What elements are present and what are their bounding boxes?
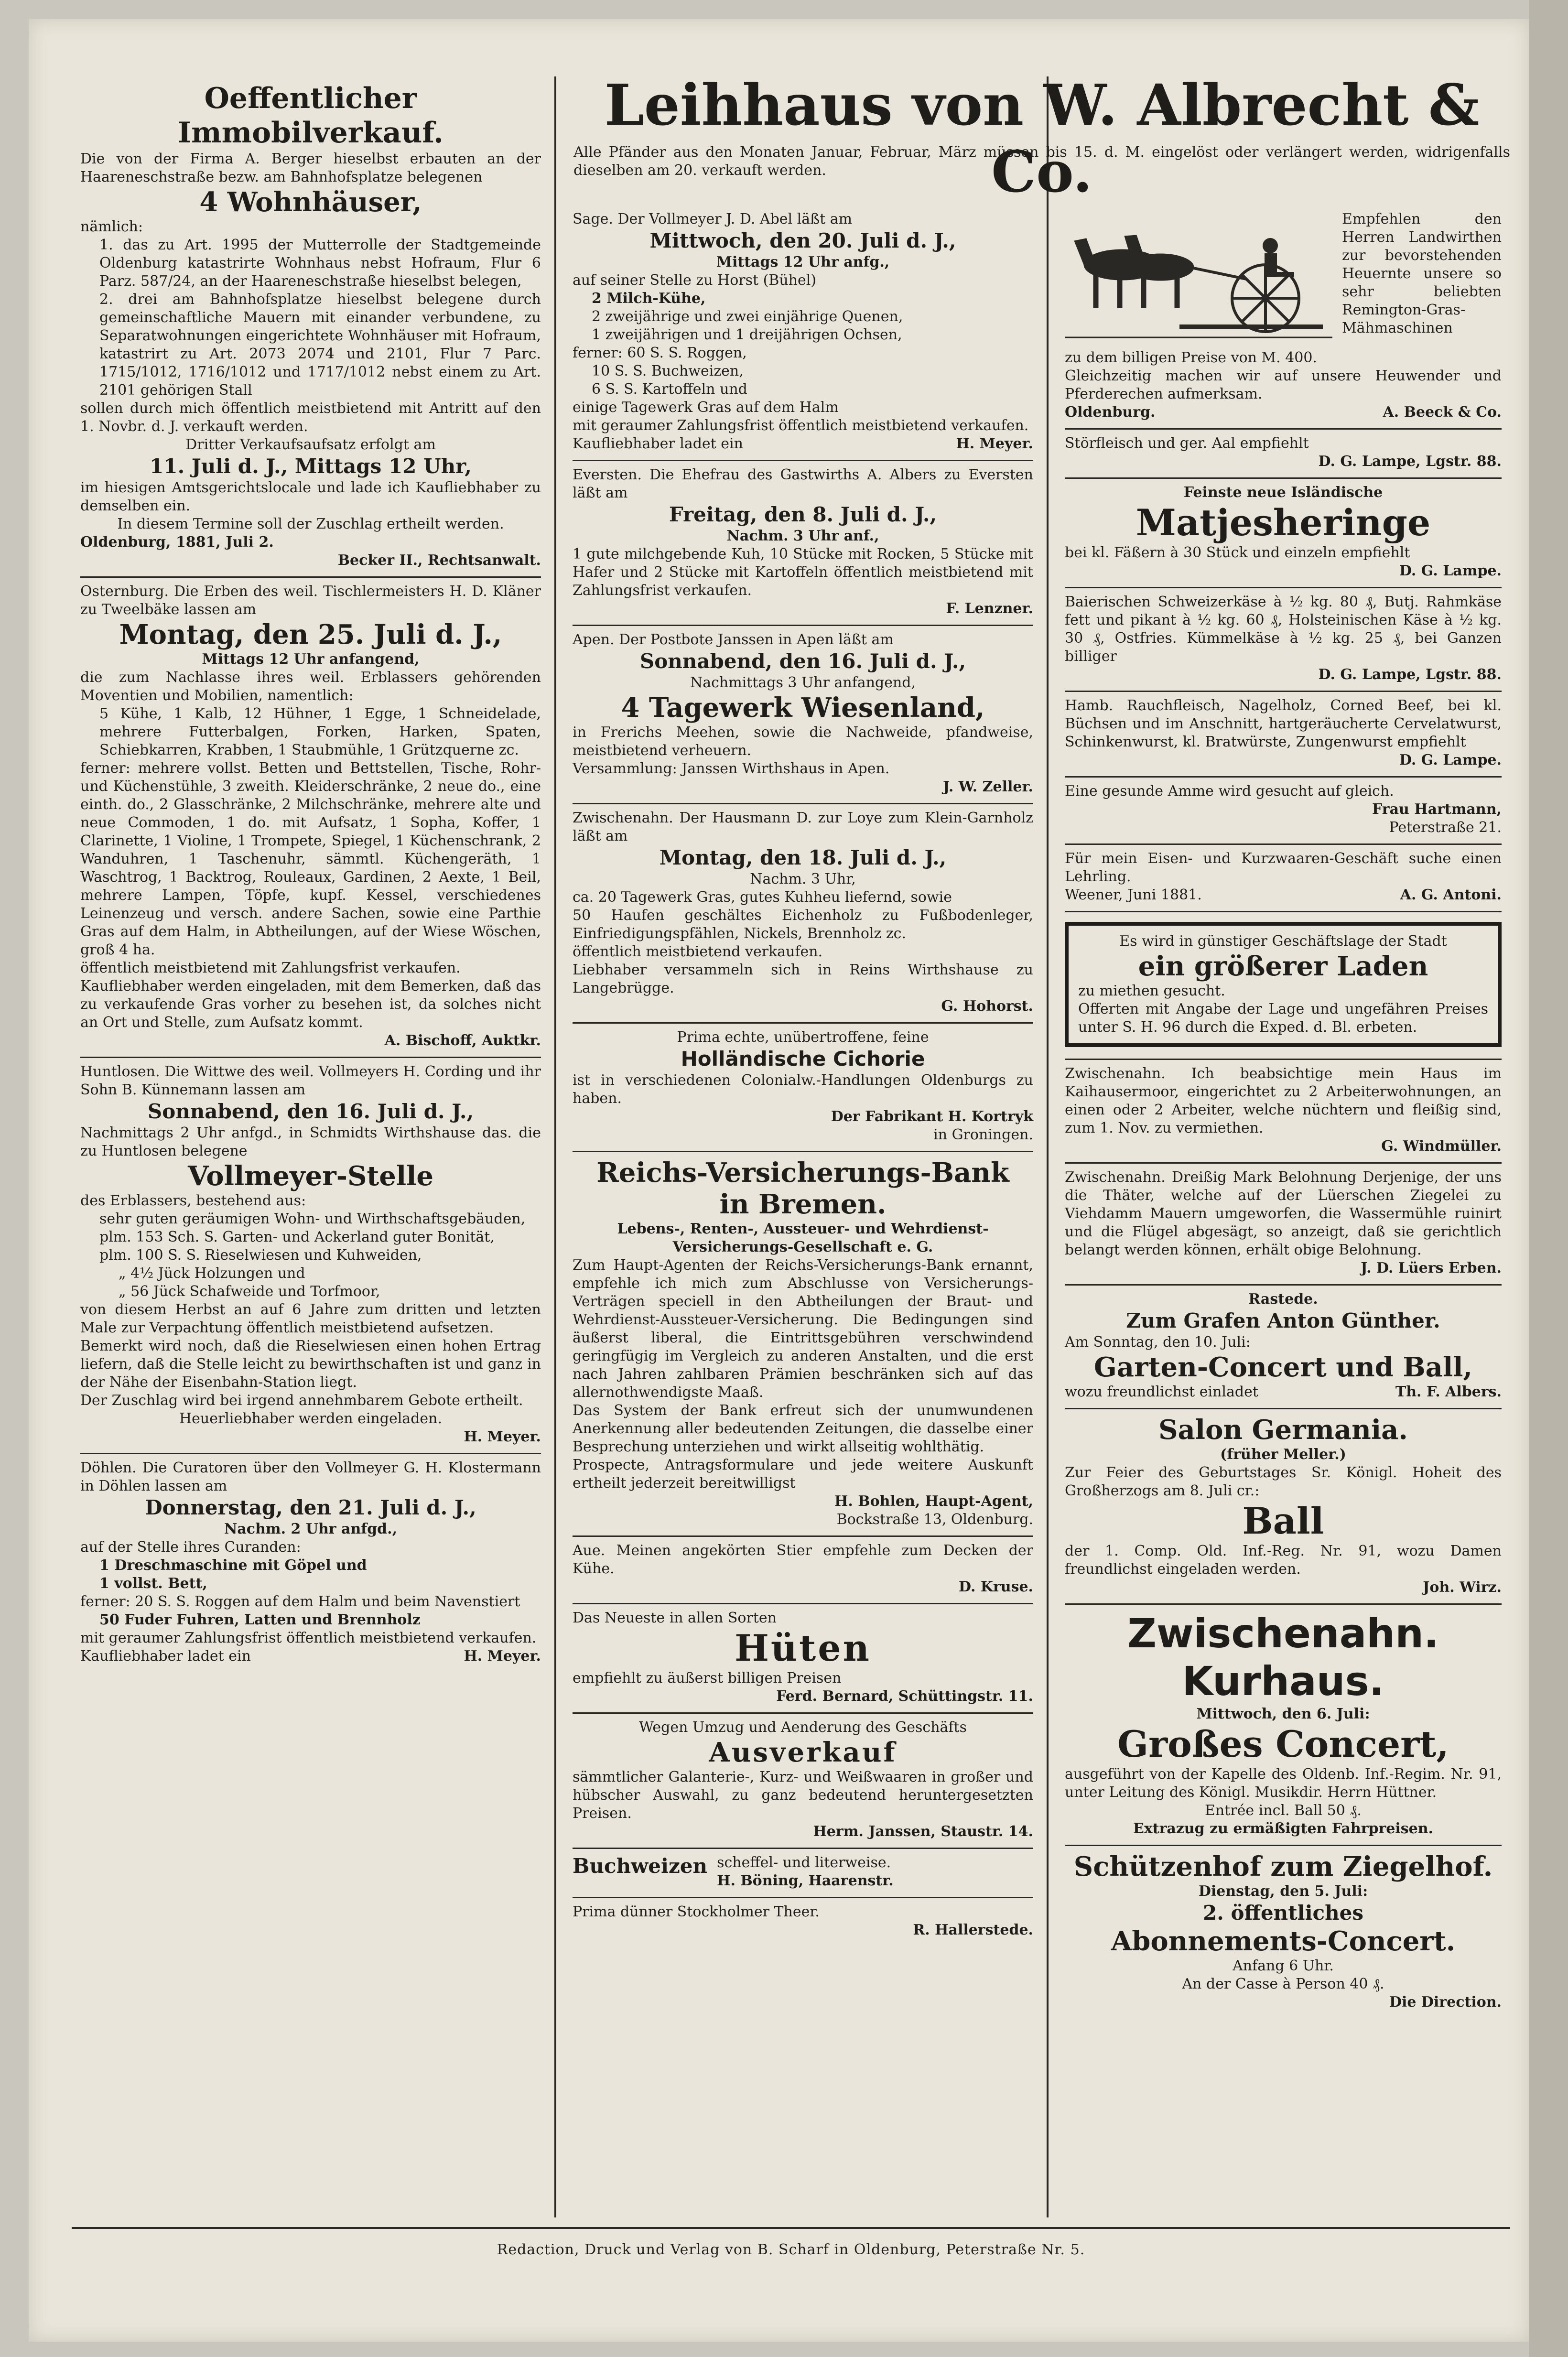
- ad-text: Für mein Eisen- und Kurzwaaren-Geschäft suche einen Lehrling.: [1065, 850, 1502, 885]
- ad-date: Mittwoch, den 20. Juli d. J.,: [649, 229, 956, 252]
- ad-text: Dritter Verkaufsaufsatz erfolgt am: [185, 436, 436, 453]
- ad-lead: Osternburg. Die Erben des weil. Tischlermeisters H. D. Kläner zu Tweelbäke lassen am: [80, 583, 541, 618]
- ad-signature: H. Meyer.: [464, 1428, 541, 1445]
- ad-date: Sonnabend, den 16. Juli d. J.,: [639, 649, 966, 673]
- ad-headline: Salon Germania.: [1158, 1414, 1408, 1446]
- ad-apen: [573, 626, 1033, 804]
- ad-kaese: [1065, 588, 1502, 692]
- horse-mower-icon: [1065, 212, 1332, 346]
- ad-signature: A. Bischoff, Auktkr.: [384, 1032, 541, 1049]
- ad-text: empfiehlt zu äußerst billigen Preisen: [573, 1670, 842, 1687]
- ad-signature-row: [1065, 886, 1502, 904]
- column-3: [1056, 205, 1510, 2018]
- ad-subtitle: Lebens-, Renten-, Aussteuer- und Wehrdienst-Versicherungs-Gesellschaft e. G.: [617, 1221, 989, 1255]
- ad-date: Sonnabend, den 16. Juli d. J.,: [147, 1100, 474, 1123]
- ad-huntlosen: [80, 1058, 541, 1454]
- ad-text: Mittwoch, den 6. Juli:: [1196, 1706, 1370, 1722]
- ad-text: Kaufliebhaber werden eingeladen, mit dem Bemerken, daß das zu verkaufende Gras vorher zu besehen ist, da solches nicht an Ort und Stelle, zum Aufsatz kommt.: [80, 978, 541, 1031]
- ad-cichorie: [573, 1024, 1033, 1152]
- column-1: [72, 76, 550, 1672]
- ad-text: Wegen Umzug und Aenderung des Geschäfts: [639, 1719, 967, 1736]
- ad-list-item: 1. das zu Art. 1995 der Mutterrolle der Stadtgemeinde Oldenburg katastrirte Wohnhaus nebst Hofraum, Flur 6 Parz. 587/24, an der Haareneschstraße hieselbst belegen,: [99, 237, 541, 290]
- ad-rastede: [1065, 1286, 1502, 1409]
- ad-text: Zur Feier des Geburtstages Sr. Königl. Hoheit des Großherzogs am 8. Juli cr.:: [1065, 1464, 1502, 1499]
- ad-lead: Eversten. Die Ehefrau des Gastwirths A. Albers zu Eversten läßt am: [573, 466, 1033, 501]
- ad-time: Nachm. 3 Uhr,: [750, 871, 856, 887]
- ad-kurhaus: [1065, 1605, 1502, 1846]
- ad-signature: Ferd. Bernard, Schüttingstr. 11.: [776, 1688, 1033, 1705]
- ad-signature: Th. F. Albers.: [1395, 1384, 1502, 1400]
- ad-osternburg: [80, 578, 541, 1058]
- ad-ausverkauf: [573, 1714, 1033, 1849]
- ad-signature: H. Meyer.: [956, 435, 1033, 452]
- ad-signature: Herm. Janssen, Staustr. 14.: [813, 1823, 1033, 1840]
- ad-laden: [1065, 912, 1502, 1060]
- ad-amme: [1065, 778, 1502, 845]
- ad-lead: Huntlosen. Die Wittwe des weil. Vollmeyers H. Cording und ihr Sohn B. Künnemann lassen am: [80, 1063, 541, 1098]
- ad-time: Nachmittags 3 Uhr anfangend,: [690, 674, 916, 691]
- ad-headline: Reichs-Versicherungs-Bank: [596, 1157, 1009, 1189]
- ad-text: zu miethen gesucht.: [1078, 983, 1225, 999]
- ad-text: zu dem billigen Preise von M. 400.: [1065, 349, 1318, 366]
- ad-sage: [573, 205, 1033, 461]
- ad-list-item: sehr guten geräumigen Wohn- und Wirthschaftsgebäuden,: [99, 1211, 526, 1227]
- ad-eversten: [573, 461, 1033, 626]
- ad-aue: [573, 1537, 1033, 1604]
- ad-text: ferner: mehrere vollst. Betten und Bettstellen, Tische, Rohr- und Küchenstühle, 3 zweith. Kleiderschränke, 2 neue do., eine einth. do., 2 Glasschränke, 2 Milchschränke, mehrere alte und neue Commoden, 1 do. mit Aufsatz, 1 Sopha, Koffer, 1 Clarinette, 1 Violine, 1 Trompete, Spiegel, 1 Küchenschrank, 2 Wanduhren, 1 Taschenuhr, sämmtl. Küchengeräth, 1 Waschtrog, 1 Backtrog, Rouleaux, Gardinen, 2 Aexte, 1 Beil, mehrere Lampen, Töpfe, kupf. Kessel, verschiedenes Leinenzeug und versch. andere Sachen, sowie eine Parthie Gras auf dem Halm, in Abtheilungen, auf der Wiese Wöschen, groß 4 ha.: [80, 760, 541, 958]
- ad-date: 11. Juli d. J., Mittags 12 Uhr,: [150, 454, 472, 478]
- ad-text: Liebhaber versammeln sich in Reins Wirthshause zu Langebrügge.: [573, 962, 1033, 996]
- ad-text: Prima echte, unübertroffene, feine: [677, 1029, 929, 1046]
- ad-text: die zum Nachlasse ihres weil. Erblassers gehörenden Moventien und Mobilien, namentlich:: [80, 669, 541, 704]
- ad-text: öffentlich meistbietend mit Zahlungsfrist verkaufen.: [80, 960, 461, 976]
- column-2: [564, 205, 1042, 1946]
- ad-list-item: plm. 100 S. S. Rieselwiesen und Kuhweiden,: [99, 1247, 422, 1264]
- ad-text: Prospecte, Antragsformulare und jede weitere Auskunft ertheilt jederzeit bereitwilligst: [573, 1457, 1033, 1492]
- ad-signature: H. Bohlen, Haupt-Agent,: [834, 1493, 1033, 1510]
- ad-place: Oldenburg, 1881, Juli 2.: [80, 534, 274, 551]
- ad-headline: Abonnements-Concert.: [1111, 1925, 1456, 1957]
- ad-heading: Oeffentlicher Immobilverkauf.: [178, 82, 443, 150]
- ad-headline: Holländische Cichorie: [681, 1047, 925, 1070]
- masthead-subtitle-text: Alle Pfänder aus den Monaten Januar, Februar, März müssen bis 15. d. M. eingelöst oder verlängert werden, widrigenfalls dieselben am 20. verkauft werden.: [573, 144, 1510, 179]
- ad-signature: J. D. Lüers Erben.: [1361, 1260, 1502, 1276]
- ad-signature: Frau Hartmann,: [1372, 801, 1502, 818]
- ad-doehlen: [80, 1454, 541, 1672]
- ad-signature: Der Fabrikant H. Kortryk: [831, 1108, 1033, 1125]
- ad-headline: Schützenhof zum Ziegelhof.: [1073, 1851, 1493, 1882]
- ad-headline: Buchweizen: [573, 1854, 708, 1878]
- ad-signature: Joh. Wirz.: [1423, 1579, 1502, 1596]
- ad-text: Kaufliebhaber ladet ein: [573, 435, 743, 452]
- ad-versicherungsbank: [573, 1152, 1033, 1537]
- ad-text: Rastede.: [1248, 1291, 1318, 1308]
- ad-text: im hiesigen Amtsgerichtslocale und lade ich Kaufliebhaber zu demselben ein.: [80, 479, 541, 514]
- ad-signature: F. Lenzner.: [946, 600, 1033, 617]
- ad-text: sollen durch mich öffentlich meistbietend mit Antritt auf den 1. Novbr. d. J. verkauft werden.: [80, 400, 541, 435]
- ad-text: Am Sonntag, den 10. Juli:: [1065, 1334, 1251, 1351]
- horse-mower-illustration: [1065, 212, 1332, 346]
- ad-text: Der Zuschlag wird bei irgend annehmbarem Gebote ertheilt.: [80, 1392, 523, 1409]
- ad-text: auf der Stelle ihres Curanden:: [80, 1539, 301, 1556]
- ad-belohnung: [1065, 1164, 1502, 1286]
- ad-list-item: 1 vollst. Bett,: [99, 1575, 207, 1592]
- ad-hueten: [573, 1604, 1033, 1714]
- ad-text: mit geraumer Zahlungsfrist öffentlich meistbietend verkaufen.: [80, 1630, 537, 1646]
- ad-subtitle: (früher Meller.): [1220, 1446, 1346, 1463]
- ad-list-item: 10 S. S. Buchweizen,: [592, 363, 744, 379]
- masthead-subtitle: [573, 143, 1510, 180]
- ad-buchweizen: [573, 1849, 1033, 1898]
- ad-theer: [573, 1898, 1033, 1946]
- ad-headline: Matjesheringe: [1135, 501, 1431, 544]
- ad-text: Empfehlen den Herren Landwirthen zur bevorstehenden Heuernte unsere so sehr beliebten Remington-Gras-Mähmaschinen: [1342, 211, 1502, 336]
- ad-text: Heuerliebhaber werden eingeladen.: [179, 1410, 443, 1427]
- column-rule-1: [554, 76, 556, 2217]
- ad-zwischenahn-haus: [1065, 1060, 1502, 1164]
- ad-headline: Großes Concert,: [1117, 1723, 1449, 1765]
- ad-list-item: 1 Dreschmaschine mit Göpel und: [99, 1557, 367, 1574]
- ad-text: An der Casse à Person 40 ₰.: [1182, 1976, 1384, 1992]
- ad-signature-row: [573, 435, 1033, 453]
- ad-text: Das Neueste in allen Sorten: [573, 1610, 777, 1626]
- ad-list-item: 1 zweijährigen und 1 dreijährigen Ochsen,: [592, 326, 902, 343]
- ad-signature: D. G. Lampe.: [1399, 562, 1502, 579]
- ad-text: Aue. Meinen angekörten Stier empfehle zum Decken der Kühe.: [573, 1542, 1033, 1577]
- ad-text: Anfang 6 Uhr.: [1233, 1957, 1334, 1974]
- ad-text: des Erblassers, bestehend aus:: [80, 1192, 306, 1209]
- ad-signature-row: [1065, 403, 1502, 422]
- ad-signature: R. Hallerstede.: [913, 1922, 1033, 1938]
- imprint-footer: Redaction, Druck und Verlag von B. Scharf in Oldenburg, Peterstraße Nr. 5.: [497, 2241, 1085, 2258]
- ad-text: Feinste neue Isländische: [1183, 484, 1383, 501]
- ad-signature: H. Meyer.: [464, 1648, 541, 1665]
- ad-text: Baierischen Schweizerkäse à ½ kg. 80 ₰, Butj. Rahmkäse fett und pikant à ½ kg. 60 ₰, Holsteinischen Käse à ½ kg. 30 ₰, Ostfries. Kümmelkäse à ½ kg. 25 ₰, bei Ganzen billiger: [1065, 594, 1502, 665]
- ad-signature: A. Beeck & Co.: [1383, 404, 1502, 421]
- ad-text: mit geraumer Zahlungsfrist öffentlich meistbietend verkaufen.: [573, 417, 1029, 434]
- ad-place: Oldenburg.: [1065, 404, 1156, 421]
- ad-text: scheffel- und literweise.: [717, 1854, 891, 1871]
- ad-headline: Vollmeyer-Stelle: [187, 1160, 434, 1192]
- ad-headline: Ball: [1242, 1500, 1324, 1542]
- ad-signature: D. G. Lampe, Lgstr. 88.: [1318, 453, 1502, 470]
- ad-text: Zwischenahn. Dreißig Mark Belohnung Derjenige, der uns die Thäter, welche auf der Lüerschen Ziegelei zu Viehdamm Mauern umgeworfen, die Wassermühle ruinirt und die Flügel abgesägt, so anzeigt, daß sie gerichtlich belangt werden können, erhält obige Belohnung.: [1065, 1169, 1502, 1258]
- ad-date: Montag, den 18. Juli d. J.,: [659, 846, 947, 869]
- page-edge-shadow: [1529, 0, 1568, 2357]
- ad-text: der 1. Comp. Old. Inf.-Reg. Nr. 91, wozu Damen freundlichst eingeladen werden.: [1065, 1543, 1502, 1578]
- ad-text: von diesem Herbst an auf 6 Jahre zum dritten und letzten Male zur Verpachtung öffentlich meistbietend aufsetzen.: [80, 1301, 541, 1336]
- ad-signature: Peterstraße 21.: [1389, 819, 1502, 836]
- ad-text: 5 Kühe, 1 Kalb, 12 Hühner, 1 Egge, 1 Schneidelade, mehrere Futterbalgen, Forken, Harken, Spaten, Schiebkarren, Krabben, 1 Staubmühle, 1 Grützquerne zc.: [99, 705, 541, 758]
- ad-side: [717, 1854, 894, 1890]
- ad-headline: Zum Grafen Anton Günther.: [1126, 1309, 1440, 1332]
- footer-rule: [72, 2227, 1510, 2229]
- ad-headline: Garten-Concert und Ball,: [1093, 1351, 1473, 1383]
- ad-list-item: plm. 153 Sch. S. Garten- und Ackerland guter Bonität,: [99, 1229, 495, 1245]
- ad-text: Zwischenahn. Ich beabsichtige mein Haus im Kaihausermoor, eingerichtet zu 2 Arbeiterwohnungen, an einen oder 2 Arbeiter, welche nüchtern und fleißig sind, zum 1. Nov. zu vermiethen.: [1065, 1065, 1502, 1136]
- ad-lead: Zwischenahn. Der Hausmann D. zur Loye zum Klein-Garnholz läßt am: [573, 810, 1033, 844]
- ad-lead: Döhlen. Die Curatoren über den Vollmeyer G. H. Klostermann in Döhlen lassen am: [80, 1460, 541, 1494]
- ad-text: ca. 20 Tagewerk Gras, gutes Kuhheu liefernd, sowie: [573, 889, 952, 906]
- ad-time: Mittags 12 Uhr anfangend,: [202, 651, 420, 668]
- ad-list-item: 6 S. S. Kartoffeln und: [592, 381, 747, 398]
- ad-headline: Zwischenahn. Kurhaus.: [1127, 1610, 1439, 1705]
- ad-text: 1 gute milchgebende Kuh, 10 Stücke mit Rocken, 5 Stücke mit Hafer und 2 Stücke mit Kartoffeln öffentlich meistbietend mit Zahlungsfrist verkaufen.: [573, 546, 1033, 599]
- ad-text: ist in verschiedenen Colonialw.-Handlungen Oldenburgs zu haben.: [573, 1072, 1033, 1107]
- ad-signature: in Groningen.: [933, 1126, 1033, 1143]
- ad-signature: G. Windmüller.: [1381, 1138, 1502, 1155]
- ad-signature-row: [1065, 1383, 1502, 1401]
- ad-headline: Ausverkauf: [709, 1737, 897, 1768]
- ad-stoerfleisch: [1065, 430, 1502, 479]
- ad-text: in Frerichs Meehen, sowie die Nachweide, pfandweise, meistbietend verheuern.: [573, 724, 1033, 759]
- ad-text: Hamb. Rauchfleisch, Nagelholz, Corned Beef, bei kl. Büchsen und im Anschnitt, hartgeräucherte Cervelatwurst, Schinkenwurst, kl. Bratwürste, Zungenwurst empfiehlt: [1065, 697, 1502, 750]
- ad-text: Nachmittags 2 Uhr anfgd., in Schmidts Wirthshause das. die zu Huntlosen belegene: [80, 1124, 541, 1159]
- ad-text: Störfleisch und ger. Aal empfiehlt: [1065, 435, 1309, 452]
- ad-text: sämmtlicher Galanterie-, Kurz- und Weißwaaren in großer und hübscher Auswahl, zu ganz bedeutend heruntergesetzten Preisen.: [573, 1769, 1033, 1822]
- ad-text: Extrazug zu ermäßigten Fahrpreisen.: [1133, 1820, 1434, 1837]
- ad-list-item: 2 zweijährige und zwei einjährige Quenen,: [592, 308, 903, 325]
- ad-signature: Becker II., Rechtsanwalt.: [337, 552, 541, 569]
- ad-headline: 4 Tagewerk Wiesenland,: [621, 692, 985, 724]
- ad-list-item: „ 56 Jück Schafweide und Torfmoor,: [119, 1283, 380, 1300]
- ad-signature: A. G. Antoni.: [1400, 887, 1502, 903]
- ad-rauchfleisch: [1065, 692, 1502, 778]
- ad-text: nämlich:: [80, 218, 143, 235]
- ad-text: Zum Haupt-Agenten der Reichs-Versicherungs-Bank ernannt, empfehle ich mich zum Abschlusse von Versicherungs-Verträgen speciell in den Abtheilungen der Braut- und Wehrdienst-Aussteuer-Versicherung. Die Bedingungen sind äußerst liberal, die Eintrittsgebühren verschwindend geringfügig im Vergleich zu anderen Anstalten, und die erst nach Jahren zahlbaren Prämien beschränken sich auf das allernothwendigste Maaß.: [573, 1257, 1033, 1401]
- ad-zwischenahn-loye: [573, 804, 1033, 1024]
- ad-headline: 4 Wohnhäuser,: [199, 186, 422, 218]
- ad-text: wozu freundlichst einladet: [1065, 1384, 1258, 1400]
- ad-lehrling: [1065, 845, 1502, 912]
- ad-text: Offerten mit Angabe der Lage und ungefähren Preises unter S. H. 96 durch die Exped. d. Bl. erbeten.: [1078, 1001, 1488, 1036]
- ad-text: auf seiner Stelle zu Horst (Bühel): [573, 272, 817, 289]
- ad-list-item: ferner: 20 S. S. Roggen auf dem Halm und beim Navenstiert: [80, 1593, 520, 1610]
- ad-text: Das System der Bank erfreut sich der unumwundenen Anerkennung aller bedeutenden Zeitungen, die dasselbe einer Besprechung unterziehen und wirkt allseitig wohlthätig.: [573, 1402, 1033, 1455]
- ad-place: Weener, Juni 1881.: [1065, 887, 1202, 903]
- ad-signature: D. Kruse.: [959, 1579, 1033, 1595]
- ad-list-item: ferner: 60 S. S. Roggen,: [573, 345, 747, 361]
- ad-text: bei kl. Fäßern à 30 Stück und einzeln empfiehlt: [1065, 544, 1410, 561]
- ad-schuetzenhof: [1065, 1846, 1502, 2018]
- ad-text: Entrée incl. Ball 50 ₰.: [1205, 1802, 1362, 1819]
- ad-text: 50 Haufen geschältes Eichenholz zu Fußbodenleger, Einfriedigungspfählen, Nickels, Brennholz zc.: [573, 907, 1033, 942]
- ad-signature: J. W. Zeller.: [942, 778, 1033, 795]
- ad-text: Dienstag, den 5. Juli:: [1198, 1883, 1368, 1900]
- ad-text: Die von der Firma A. Berger hieselbst erbauten an der Haareneschstraße bezw. am Bahnhofsplatze belegenen: [80, 151, 541, 185]
- ad-maehmaschinen: [1065, 205, 1502, 430]
- ad-signature: H. Böning, Haarenstr.: [717, 1872, 894, 1889]
- ad-frame: [1065, 922, 1502, 1047]
- ad-list-item: 2 Milch-Kühe,: [592, 290, 706, 307]
- ad-lead: Sage. Der Vollmeyer J. D. Abel läßt am: [573, 211, 853, 227]
- ad-headline: in Bremen.: [719, 1189, 887, 1220]
- ad-time: Nachm. 2 Uhr anfgd.,: [224, 1521, 398, 1537]
- ad-signature: D. G. Lampe, Lgstr. 88.: [1318, 666, 1502, 683]
- ad-text: öffentlich meistbietend verkaufen.: [573, 943, 823, 960]
- ad-list-item: „ 4½ Jück Holzungen und: [119, 1265, 305, 1282]
- ad-text: Es wird in günstiger Geschäftslage der Stadt: [1119, 933, 1447, 950]
- ad-time: Nachm. 3 Uhr anf.,: [726, 528, 879, 544]
- ad-text: Kaufliebhaber ladet ein: [80, 1648, 251, 1665]
- column-rule-2: [1047, 76, 1049, 2217]
- ad-matjesheringe: [1065, 479, 1502, 588]
- ad-text: Versammlung: Janssen Wirthshaus in Apen.: [573, 760, 890, 777]
- ad-salon-germania: [1065, 1409, 1502, 1605]
- ad-list-item: 50 Fuder Fuhren, Latten und Brennholz: [99, 1611, 421, 1628]
- ad-date: Donnerstag, den 21. Juli d. J.,: [145, 1496, 476, 1519]
- ad-date: Freitag, den 8. Juli d. J.,: [669, 503, 937, 526]
- ad-text: ausgeführt von der Kapelle des Oldenb. Inf.-Regim. Nr. 91, unter Leitung des Königl. Musikdir. Herrn Hüttner.: [1065, 1766, 1502, 1801]
- ad-row: [573, 1854, 1033, 1890]
- ad-time: Mittags 12 Uhr anfg.,: [716, 254, 890, 270]
- ad-text: Bemerkt wird noch, daß die Rieselwiesen einen hohen Ertrag liefern, daß die Stelle leicht zu bewirthschaften ist und ganz in der Nähe der Eisenbahn-Station liegt.: [80, 1338, 541, 1391]
- ad-text: Gleichzeitig machen wir auf unsere Heuwender und Pferderechen aufmerksam.: [1065, 368, 1502, 402]
- ad-signature: G. Hohorst.: [941, 998, 1033, 1015]
- ad-text: Eine gesunde Amme wird gesucht auf gleich.: [1065, 783, 1394, 800]
- ad-lead: Apen. Der Postbote Janssen in Apen läßt am: [573, 631, 894, 648]
- ad-signature: D. G. Lampe.: [1399, 752, 1502, 768]
- ad-date: Montag, den 25. Juli d. J.,: [119, 619, 502, 650]
- ad-signature: Die Direction.: [1389, 1994, 1502, 2011]
- ad-text: Prima dünner Stockholmer Theer.: [573, 1903, 820, 1920]
- ad-headline: 2. öffentliches: [1203, 1901, 1363, 1925]
- masthead-title: Leihhaus von W. Albrecht & Co.: [604, 72, 1480, 205]
- ad-signature: Bockstraße 13, Oldenburg.: [836, 1511, 1033, 1528]
- ad-headline: Hüten: [735, 1627, 871, 1669]
- ad-signature-row: [80, 1647, 541, 1665]
- ad-text: In diesem Termine soll der Zuschlag ertheilt werden.: [117, 516, 504, 532]
- ad-immobilverkauf: [80, 76, 541, 578]
- ad-headline: ein größerer Laden: [1138, 951, 1428, 982]
- ad-list-item: einige Tagewerk Gras auf dem Halm: [573, 399, 839, 416]
- ad-list-item: 2. drei am Bahnhofsplatze hieselbst belegene durch gemeinschaftliche Mauern mit einander verbundene, zu Separatwohnungen eingerichtete Wohnhäuser mit Hofraum, katastrirt zu Art. 2073 2074 und 2101, Flur 7 Parc. 1715/1012, 1716/1012 und 1717/1012 nebst einem zu Art. 2101 gehörigen Stall: [99, 291, 541, 399]
